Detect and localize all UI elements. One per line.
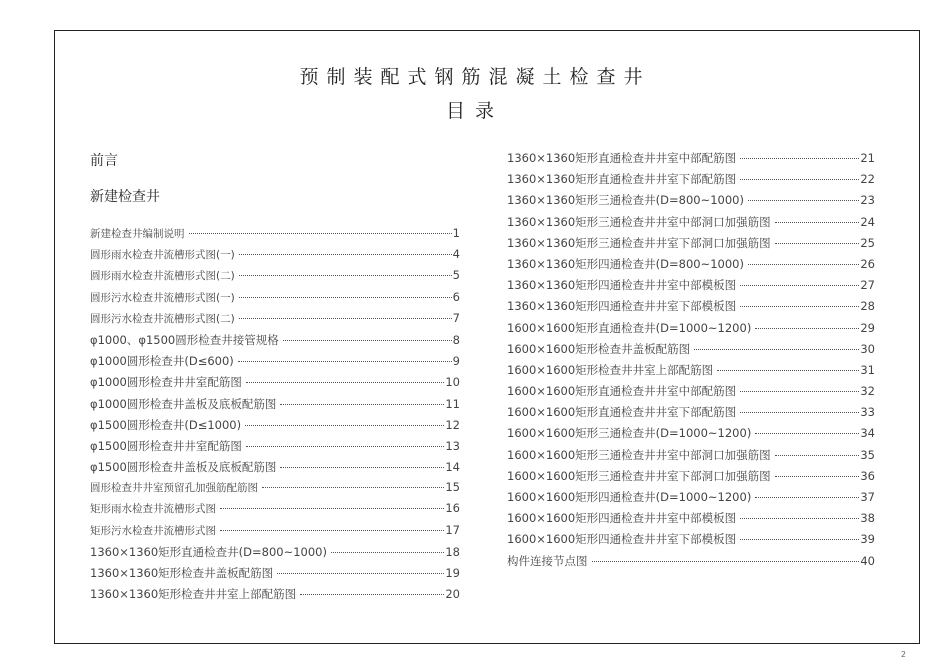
toc-entry-page: 1 (452, 226, 460, 240)
toc-entry-page: 32 (860, 384, 875, 399)
dot-leader (189, 233, 452, 234)
toc-entry-title: φ1000圆形检查井盖板及底板配筋图 (90, 396, 277, 411)
toc-entry-page: 33 (860, 405, 875, 420)
toc-entry[interactable] (507, 320, 875, 341)
document-title: 预制装配式钢筋混凝土检查井 (299, 66, 651, 88)
section-new-build[interactable]: 新建检查井 (90, 189, 160, 205)
toc-entry-title: 构件连接节点图 (507, 553, 588, 568)
toc-entry[interactable] (90, 353, 460, 374)
toc-entry[interactable] (90, 438, 460, 459)
toc-entry-page: 11 (445, 396, 460, 411)
dot-leader (694, 349, 859, 350)
dot-leader (755, 328, 859, 329)
toc-entry-page: 25 (860, 235, 875, 250)
toc-entry[interactable] (507, 468, 875, 489)
toc-entry[interactable] (507, 150, 875, 171)
dot-leader (740, 539, 859, 540)
toc-entry-title: 1600×1600矩形直通检查井井室中部配筋图 (507, 384, 737, 399)
toc-entry-title: 1360×1360矩形检查井盖板配筋图 (90, 566, 274, 580)
contents-heading: 目录 (445, 100, 504, 122)
toc-entry[interactable] (507, 171, 875, 192)
toc-entry-title: 1360×1360矩形直通检查井井室中部配筋图 (507, 151, 737, 165)
toc-entry[interactable] (90, 544, 460, 565)
toc-right-column (507, 150, 875, 574)
toc-entry-title: φ1500圆形检查井井室配筋图 (90, 438, 242, 453)
dot-leader (755, 497, 859, 498)
toc-entry[interactable] (90, 396, 460, 417)
toc-entry-page: 29 (860, 320, 875, 335)
dot-leader (740, 306, 859, 307)
dot-leader (280, 404, 444, 405)
dot-leader (300, 594, 444, 595)
toc-entry-page: 22 (860, 172, 875, 187)
toc-entry[interactable] (507, 192, 875, 213)
toc-entry-title: 1360×1360矩形直通检查井(D=800~1000) (90, 544, 327, 559)
toc-entry-page: 15 (445, 480, 460, 495)
toc-entry-title: 1600×1600矩形四通检查井(D=1000~1200) (507, 490, 752, 504)
dot-leader (740, 518, 859, 519)
toc-entry[interactable] (90, 523, 460, 544)
dot-leader (775, 455, 860, 456)
toc-entry-title: 1360×1360矩形三通检查井井室中部洞口加强筋图 (507, 214, 771, 229)
toc-entry-title: φ1500圆形检查井盖板及底板配筋图 (90, 460, 277, 475)
toc-entry[interactable] (507, 510, 875, 531)
toc-entry-title: 圆形检查井井室预留孔加强筋配筋图 (90, 482, 258, 495)
toc-entry-page: 13 (445, 438, 460, 453)
toc-entry[interactable] (90, 226, 460, 247)
toc-entry-title: 矩形雨水检查井流槽形式图 (90, 503, 216, 516)
toc-entry-page: 24 (860, 214, 875, 229)
dot-leader (740, 158, 859, 159)
toc-entry[interactable] (90, 247, 460, 268)
toc-entry-page: 28 (860, 299, 875, 314)
toc-entry-page: 4 (452, 247, 460, 262)
toc-entry[interactable] (90, 417, 460, 438)
toc-entry-page: 9 (452, 354, 460, 369)
dot-leader (245, 425, 444, 426)
dot-leader (239, 297, 452, 298)
toc-entry-title: 1360×1360矩形四通检查井井室下部模板图 (507, 299, 737, 314)
dot-leader (775, 243, 860, 244)
dot-leader (220, 508, 444, 509)
toc-entry-page: 6 (452, 289, 460, 304)
toc-left-column (90, 150, 460, 607)
dot-leader (238, 361, 452, 362)
toc-entry-title: 1360×1360矩形检查井井室上部配筋图 (90, 587, 297, 602)
toc-entry-title: 1600×1600矩形四通检查井井室下部模板图 (507, 532, 737, 547)
toc-entry[interactable] (507, 425, 875, 446)
dot-leader (246, 382, 445, 383)
toc-entry-title: 1600×1600矩形直通检查井(D=1000~1200) (507, 320, 752, 335)
toc-entry[interactable] (90, 332, 460, 353)
toc-entry-page: 34 (860, 426, 875, 441)
dot-leader (740, 285, 859, 286)
dot-leader (283, 340, 452, 341)
toc-entry-title: 1600×1600矩形检查井盖板配筋图 (507, 341, 691, 356)
toc-entry-page: 30 (860, 341, 875, 356)
dot-leader (717, 370, 859, 371)
toc-entry[interactable] (507, 553, 875, 574)
toc-entry[interactable] (90, 565, 460, 586)
toc-entry-title: φ1500圆形检查井(D≤1000) (90, 417, 242, 432)
dot-leader (775, 222, 860, 223)
toc-entry[interactable] (90, 459, 460, 480)
toc-entry-page: 39 (860, 532, 875, 547)
toc-entry-title: 矩形污水检查井流槽形式图 (90, 524, 216, 537)
toc-entry-title: 1600×1600矩形四通检查井井室中部模板图 (507, 511, 737, 526)
toc-entry[interactable] (90, 374, 460, 395)
toc-entry[interactable] (507, 256, 875, 277)
toc-entry-title: 1600×1600矩形三通检查井井室下部洞口加强筋图 (507, 468, 771, 483)
toc-entry[interactable] (90, 480, 460, 501)
toc-entry-title: 1360×1360矩形四通检查井井室中部模板图 (507, 278, 737, 293)
dot-leader (239, 275, 452, 276)
dot-leader (331, 552, 444, 553)
dot-leader (262, 487, 444, 488)
toc-entry-title: 1600×1600矩形直通检查井井室下部配筋图 (507, 405, 737, 420)
toc-entry-page: 23 (860, 193, 875, 208)
toc-entry-page: 8 (452, 332, 460, 347)
dot-leader (740, 412, 859, 413)
toc-entry[interactable] (90, 501, 460, 522)
dot-leader (280, 467, 444, 468)
toc-entry-title: 1360×1360矩形三通检查井井室下部洞口加强筋图 (507, 235, 771, 250)
dot-leader (740, 391, 859, 392)
dot-leader (239, 254, 452, 255)
toc-entry-page: 40 (860, 553, 875, 568)
toc-entry[interactable] (507, 531, 875, 552)
dot-leader (592, 561, 860, 562)
toc-entry-page: 7 (452, 310, 460, 325)
toc-entry-page: 10 (445, 375, 460, 390)
toc-entry-title: 圆形雨水检查井流槽形式图(二) (90, 270, 235, 283)
toc-entry-page: 36 (860, 468, 875, 483)
dot-leader (239, 318, 452, 319)
toc-entry[interactable] (507, 404, 875, 425)
toc-entry[interactable] (90, 268, 460, 289)
dot-leader (748, 264, 859, 265)
toc-entry-title: φ1000圆形检查井(D≤600) (90, 354, 234, 369)
toc-entry[interactable] (507, 383, 875, 404)
toc-entry[interactable] (90, 311, 460, 332)
toc-entry-page: 37 (860, 490, 875, 504)
toc-entry-page: 16 (445, 501, 460, 516)
toc-entry-page: 26 (860, 256, 875, 271)
toc-entry-title: 圆形雨水检查井流槽形式图(一) (90, 249, 235, 262)
toc-entry[interactable] (507, 298, 875, 319)
dot-leader (775, 476, 860, 477)
toc-entry-page: 31 (860, 362, 875, 377)
toc-left-list (90, 226, 460, 607)
toc-entry[interactable] (90, 290, 460, 311)
toc-entry-title: 1360×1360矩形四通检查井(D=800~1000) (507, 256, 744, 271)
toc-entry[interactable] (507, 362, 875, 383)
toc-entry-page: 20 (445, 587, 460, 602)
dot-leader (246, 446, 445, 447)
toc-entry-title: 1600×1600矩形三通检查井(D=1000~1200) (507, 426, 752, 441)
toc-entry[interactable] (90, 586, 460, 607)
toc-entry[interactable] (507, 447, 875, 468)
toc-entry-title: 圆形污水检查井流槽形式图(一) (90, 291, 235, 304)
toc-entry-page: 18 (445, 544, 460, 559)
toc-right-list (507, 150, 875, 574)
toc-entry-title: φ1000圆形检查井井室配筋图 (90, 375, 242, 390)
toc-entry-page: 35 (860, 447, 875, 462)
page-number: 2 (900, 650, 906, 659)
dot-leader (748, 200, 859, 201)
toc-entry-page: 14 (445, 460, 460, 475)
toc-entry-title: 新建检查井编制说明 (90, 228, 185, 240)
toc-entry-page: 19 (445, 566, 460, 580)
dot-leader (277, 573, 444, 574)
toc-entry-title: 1360×1360矩形直通检查井井室下部配筋图 (507, 172, 737, 187)
toc-entry-page: 12 (445, 417, 460, 432)
section-preface[interactable]: 前言 (90, 153, 118, 169)
toc-entry-title: 1600×1600矩形三通检查井井室中部洞口加强筋图 (507, 447, 771, 462)
toc-entry[interactable] (507, 341, 875, 362)
toc-entry[interactable] (507, 235, 875, 256)
toc-entry[interactable] (507, 489, 875, 510)
toc-entry-page: 5 (452, 268, 460, 283)
toc-entry-page: 27 (860, 278, 875, 293)
toc-entry-title: 圆形污水检查井流槽形式图(二) (90, 312, 235, 325)
toc-entry-page: 17 (445, 522, 460, 537)
dot-leader (220, 530, 444, 531)
toc-entry-title: 1600×1600矩形检查井井室上部配筋图 (507, 362, 714, 377)
toc-entry-title: 1360×1360矩形三通检查井(D=800~1000) (507, 193, 744, 208)
toc-entry-page: 38 (860, 511, 875, 526)
dot-leader (740, 179, 859, 180)
dot-leader (755, 433, 859, 434)
toc-entry[interactable] (507, 214, 875, 235)
toc-entry-page: 21 (860, 151, 875, 165)
toc-entry[interactable] (507, 277, 875, 298)
toc-entry-title: φ1000、φ1500圆形检查井接管规格 (90, 332, 279, 347)
